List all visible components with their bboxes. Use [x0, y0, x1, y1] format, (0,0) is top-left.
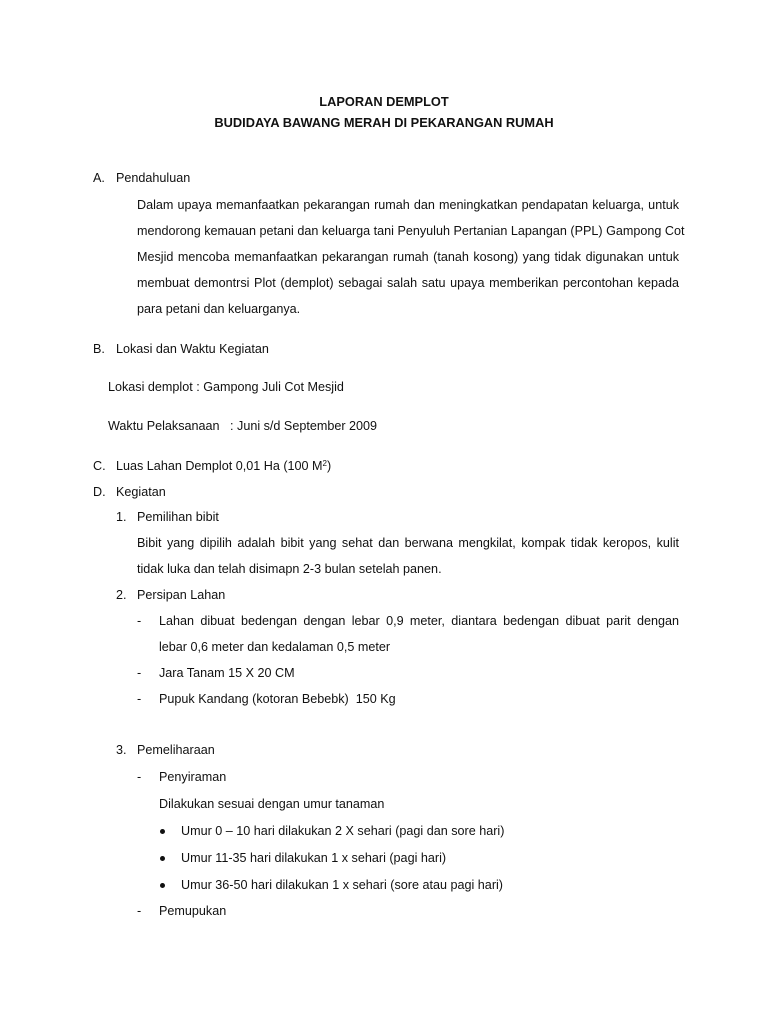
item1-paragraph-line: Bibit yang dipilih adalah bibit yang sehat dan berwana mengkilat, kompak tidak keropos, kulit [137, 536, 679, 550]
dash-marker: - [137, 770, 142, 784]
item3-marker: 3. [116, 743, 127, 757]
section-c-heading: Luas Lahan Demplot 0,01 Ha (100 $M^2$) [116, 459, 332, 473]
bullet-icon [160, 883, 165, 888]
bullet-item: Umur 0 – 10 hari dilakukan 2 X sehari (pagi dan sore hari) [181, 824, 505, 838]
item3-sub1: Penyiraman [159, 770, 227, 784]
dash-marker: - [137, 904, 142, 918]
item2-sub2: Jara Tanam 15 X 20 CM [159, 666, 295, 680]
document-title: LAPORAN DEMPLOT [319, 94, 449, 109]
item2-sub1-line: Lahan dibuat bedengan dengan lebar 0,9 meter, diantara bedengan dibuat parit dengan [159, 614, 679, 628]
bullet-icon [160, 829, 165, 834]
item3-sub2: Pemupukan [159, 904, 227, 918]
section-a-paragraph-line: Dalam upaya memanfaatkan pekarangan rumah dan meningkatkan pendapatan keluarga, untuk [137, 198, 679, 212]
item3-heading: Pemeliharaan [137, 743, 215, 757]
dash-marker: - [137, 692, 142, 706]
item2-heading: Persipan Lahan [137, 588, 226, 602]
dash-marker: - [137, 666, 142, 680]
section-d-marker: D. [93, 485, 106, 499]
item2-sub1-line: lebar 0,6 meter dan kedalaman 0,5 meter [159, 640, 391, 654]
location-line: Lokasi demplot : Gampong Juli Cot Mesjid [108, 380, 344, 394]
item2-marker: 2. [116, 588, 127, 602]
bullet-item: Umur 11-35 hari dilakukan 1 x sehari (pagi hari) [181, 851, 447, 865]
item3-sub1-desc: Dilakukan sesuai dengan umur tanaman [159, 797, 385, 811]
section-a-marker: A. [93, 171, 105, 185]
section-d-heading: Kegiatan [116, 485, 166, 499]
item1-paragraph-line: tidak luka dan telah disimapn 2-3 bulan setelah panen. [137, 562, 442, 576]
dash-marker: - [137, 614, 142, 628]
section-a-paragraph-line: mendorong kemauan petani dan keluarga tani Penyuluh Pertanian Lapangan (PPL) Gampong Cot [137, 224, 685, 238]
bullet-icon [160, 856, 165, 861]
section-a-heading: Pendahuluan [116, 171, 191, 185]
section-b-marker: B. [93, 342, 105, 356]
section-c-marker: C. [93, 459, 106, 473]
section-b-heading: Lokasi dan Waktu Kegiatan [116, 342, 269, 356]
item1-heading: Pemilihan bibit [137, 510, 219, 524]
item1-marker: 1. [116, 510, 127, 524]
time-line: Waktu Pelaksanaan : Juni s/d September 2009 [108, 419, 378, 433]
document-subtitle: BUDIDAYA BAWANG MERAH DI PEKARANGAN RUMAH [214, 115, 554, 130]
superscript: 2 [322, 459, 327, 468]
item2-sub3: Pupuk Kandang (kotoran Bebebk) 150 Kg [159, 692, 396, 706]
section-a-paragraph-line: membuat demontrsi Plot (demplot) sebagai salah satu upaya memberikan percontohan kepada [137, 276, 679, 290]
bullet-item: Umur 36-50 hari dilakukan 1 x sehari (sore atau pagi hari) [181, 878, 504, 892]
section-a-paragraph-line: para petani dan keluarganya. [137, 302, 301, 316]
section-a-paragraph-line: Mesjid mencoba memanfaatkan pekarangan rumah (tanah kosong) yang tidak digunakan untuk [137, 250, 679, 264]
